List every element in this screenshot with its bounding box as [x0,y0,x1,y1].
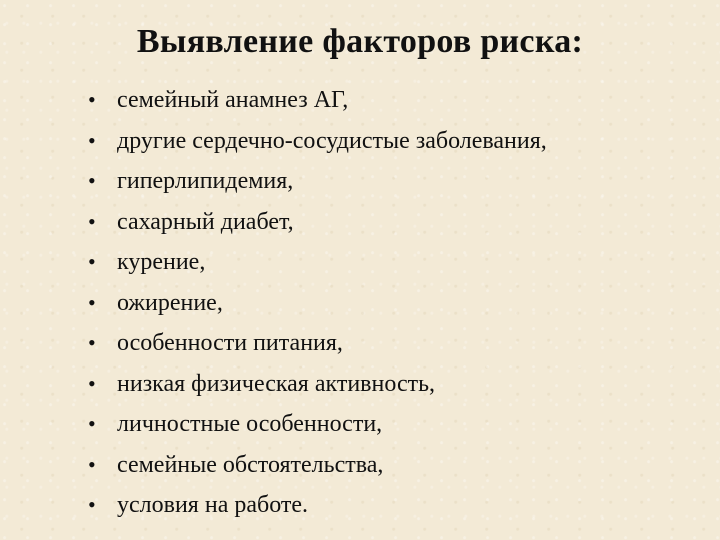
risk-factor-list [88,80,547,526]
bullet-icon: • [88,168,96,193]
list-item [88,323,547,364]
list-item [88,364,547,405]
list-item-text: низкая физическая активность, [117,370,436,397]
bullet-icon: • [88,127,96,153]
list-item [88,242,547,283]
list-item-text: ожирение, [117,289,223,316]
bullet-icon: • [88,87,96,112]
list-item-text: гиперлипидемия, [117,168,294,194]
bullet-icon: • [88,249,96,274]
bullet-icon: • [88,411,96,436]
list-item-text: условия на работе. [117,492,309,518]
list-item [88,485,547,526]
bullet-icon: • [88,330,96,355]
list-item [88,445,547,486]
slide-title: Выявление факторов риска: [136,23,584,60]
list-item [88,161,547,202]
list-item [88,121,547,162]
list-item [88,202,547,243]
list-item-text: другие сердечно-сосудистые заболевания, [117,127,547,154]
bullet-icon: • [88,208,96,234]
list-item [88,404,547,445]
bullet-icon: • [88,370,96,396]
list-item-text: семейный анамнез АГ, [117,87,349,113]
bullet-icon: • [88,289,96,315]
list-item-text: особенности питания, [117,330,343,356]
list-item [88,283,547,324]
bullet-icon: • [88,451,96,477]
list-item [88,80,547,121]
bullet-icon: • [88,492,96,517]
list-item-text: личностные особенности, [117,411,383,437]
list-item-text: семейные обстоятельства, [117,451,384,478]
list-item-text: сахарный диабет, [117,208,294,235]
list-item-text: курение, [117,249,206,275]
